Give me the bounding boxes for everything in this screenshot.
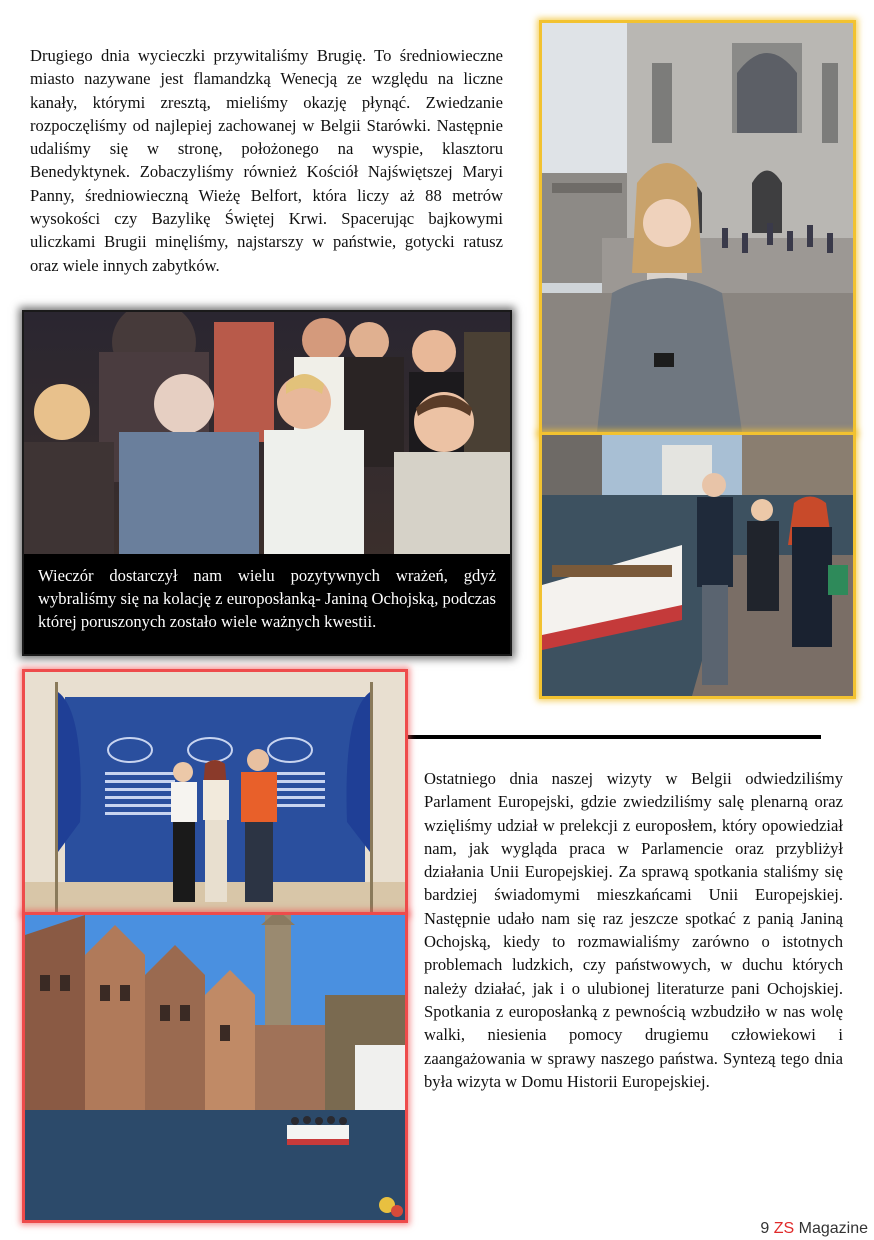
section-divider-line	[404, 735, 821, 739]
bruges-paragraph	[30, 44, 503, 306]
cathedral-photo-frame	[539, 20, 856, 435]
cathedral-photo	[542, 23, 853, 432]
parliament-photo-frame	[22, 669, 408, 916]
magazine-brand-zs: ZS	[773, 1220, 795, 1237]
bruges-canal-photo	[25, 915, 405, 1220]
canal-boat-photo	[542, 435, 853, 696]
canal-boat-photo-frame	[539, 432, 856, 699]
dinner-caption-text: Wieczór dostarczył nam wielu pozytywnych wrażeń, gdyż wybraliśmy się na kolację z europosłanką- Janiną Ochojską, podczas której poruszonych zostało wiele ważnych kwestii.	[38, 566, 496, 631]
parliament-paragraph	[424, 767, 843, 1147]
dinner-photo-card	[22, 310, 512, 656]
dinner-group-photo	[24, 312, 510, 556]
page-footer	[760, 1220, 868, 1238]
parliament-photo	[25, 672, 405, 913]
page-number: 9	[760, 1220, 770, 1237]
magazine-brand-name: Magazine	[798, 1220, 868, 1237]
dinner-caption	[24, 554, 510, 654]
bruges-text: Drugiego dnia wycieczki przywitaliśmy Brugię. To średniowieczne miasto nazywane jest flamandzką Wenecją ze względu na liczne kanały, którymi zresztą, mieliśmy okazję płynąć. Zwiedzanie rozpoczęliśmy od najlepiej zachowanej w Belgii Starówki. Następnie udaliśmy się w stronę, położonego na wyspie, klasztoru Benedyktynek. Zobaczyliśmy również Kościół Najświętszej Maryi Panny, średniowieczną Wieżę Belfort, która liczy aż 88 metrów wysokości czy Bazylikę Świętej Krwi. Spacerując bajkowymi uliczkami Brugii minęliśmy, najstarszy w państwie, gotycki ratusz oraz wiele innych zabytków.	[30, 46, 503, 275]
bruges-canal-photo-frame	[22, 912, 408, 1223]
parliament-text: Ostatniego dnia naszej wizyty w Belgii odwiedziliśmy Parlament Europejski, gdzie zwiedziliśmy salę plenarną oraz wzięliśmy udział w prelekcji z europosłem, który opowiedział nam, jak wygląda praca w Parlamencie oraz przybliżył działania Unii Europejskiej. Za sprawą spotkania staliśmy się bardziej świadomymi mieszkańcami Unii Europejskiej. Następnie udało nam się raz jeszcze spotkać z panią Janiną Ochojską, kiedy to rozmawialiśmy zarówno o istotnych problemach ludzkich, czy państwowych, w duchu których należy działać, jak i o ulubionej literaturze pani Ochojskiej. Spotkania z europosłanką z pewnością wzbudziło w nas wolę walki, niesienia pomocy drugiemu człowiekowi i zaangażowania w sprawy naszego państwa. Syntezą tego dnia była wizyta w Domu Historii Europejskiej.	[424, 769, 843, 1091]
